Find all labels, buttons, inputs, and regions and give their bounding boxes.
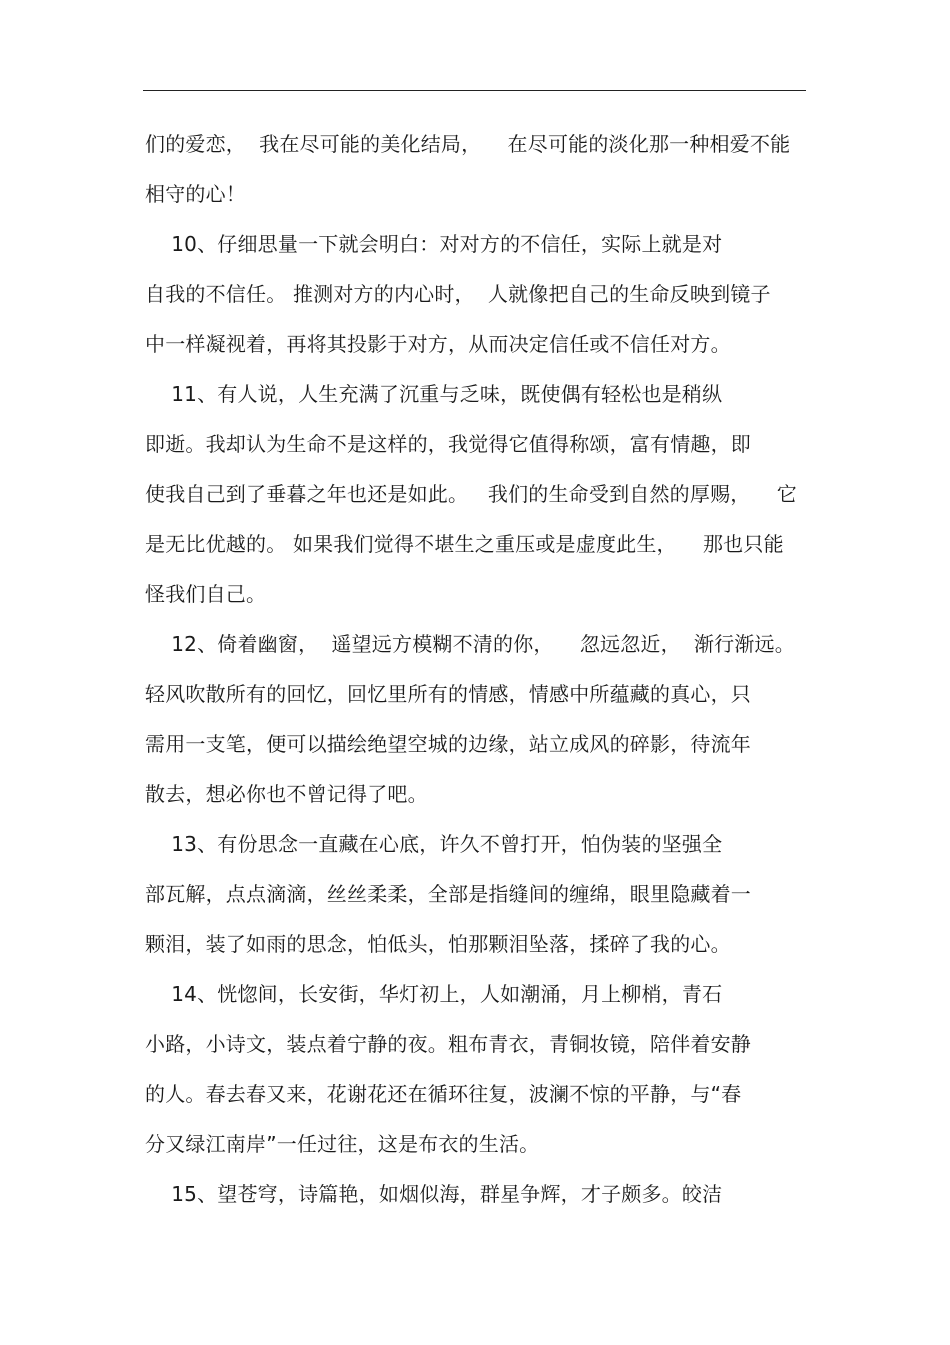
text-line: 的人。春去春又来，花谢花还在循环往复，波澜不惊的平静，与“春 xyxy=(145,1082,742,1106)
text-line: 相守的心！ xyxy=(145,182,246,206)
text-line: 们的爱恋， 我在尽可能的美化结局， 在尽可能的淡化那一种相爱不能 xyxy=(145,132,791,156)
text-line: 使我自己到了垂暮之年也还是如此。 我们的生命受到自然的厚赐， 它 xyxy=(145,482,797,506)
text-line: 13、有份思念一直藏在心底，许久不曾打开，怕伪装的坚强全 xyxy=(145,832,723,856)
text-line: 11、有人说，人生充满了沉重与乏味，既使偶有轻松也是稍纵 xyxy=(145,382,723,406)
text-line: 即逝。我却认为生命不是这样的，我觉得它值得称颂，富有情趣，即 xyxy=(145,432,751,456)
text-line: 颗泪，装了如雨的思念，怕低头，怕那颗泪坠落，揉碎了我的心。 xyxy=(145,932,731,956)
text-line: 14、恍惚间，长安街，华灯初上，人如潮涌，月上柳梢，青石 xyxy=(145,982,723,1006)
text-line: 15、望苍穹，诗篇艳，如烟似海，群星争辉，才子颇多。皎洁 xyxy=(145,1182,723,1206)
text-line: 中一样凝视着，再将其投影于对方，从而决定信任或不信任对方。 xyxy=(145,332,731,356)
text-line: 需用一支笔，便可以描绘绝望空城的边缘，站立成风的碎影，待流年 xyxy=(145,732,751,756)
text-line: 小路，小诗文，装点着宁静的夜。粗布青衣，青铜妆镜，陪伴着安静 xyxy=(145,1032,751,1056)
text-line: 10、仔细思量一下就会明白：对对方的不信任，实际上就是对 xyxy=(145,232,723,256)
text-line: 分又绿江南岸”一任过往，这是布衣的生活。 xyxy=(145,1132,540,1156)
header-rule xyxy=(143,90,806,91)
text-line: 部瓦解，点点滴滴，丝丝柔柔，全部是指缝间的缠绵，眼里隐藏着一 xyxy=(145,882,751,906)
text-line: 怪我们自己。 xyxy=(145,582,267,606)
text-line: 散去，想必你也不曾记得了吧。 xyxy=(145,782,428,806)
text-line: 自我的不信任。 推测对方的内心时， 人就像把自己的生命反映到镜子 xyxy=(145,282,771,306)
text-line: 轻风吹散所有的回忆，回忆里所有的情感，情感中所蕴藏的真心，只 xyxy=(145,682,751,706)
text-line: 是无比优越的。 如果我们觉得不堪生之重压或是虚度此生， 那也只能 xyxy=(145,532,784,556)
text-line: 12、倚着幽窗， 遥望远方模糊不清的你， 忽远忽近， 渐行渐远。 xyxy=(145,632,795,656)
